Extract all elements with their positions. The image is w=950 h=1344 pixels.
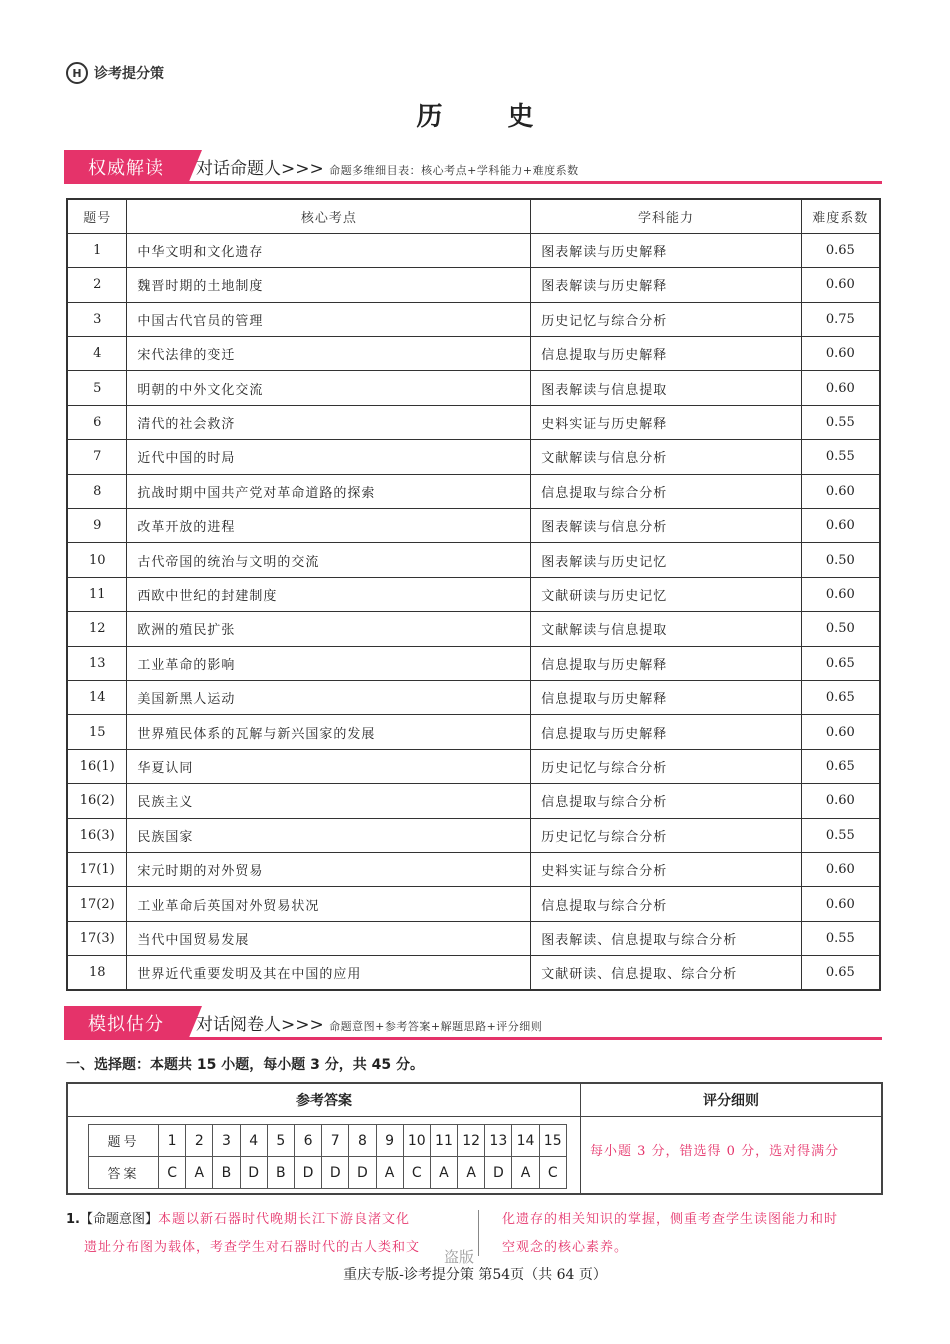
row-core-point: 古代帝国的统治与文明的交流 bbox=[127, 543, 531, 577]
table-row bbox=[67, 784, 880, 818]
row-difficulty: 0.60 bbox=[801, 474, 880, 508]
table-row bbox=[67, 887, 880, 921]
row-number: 18 bbox=[67, 956, 127, 990]
row-number: 16(1) bbox=[67, 749, 127, 783]
intent-text: 化遗存的相关知识的掌握，侧重考查学生读图能力和时 bbox=[502, 1212, 839, 1227]
row-number: 15 bbox=[67, 715, 127, 749]
row-ability: 图表解读与历史记忆 bbox=[531, 543, 801, 577]
row-ability: 图表解读与信息分析 bbox=[531, 509, 801, 543]
section-title bbox=[196, 154, 579, 179]
row-core-point: 西欧中世纪的封建制度 bbox=[127, 577, 531, 611]
row-core-point: 工业革命后英国对外贸易状况 bbox=[127, 887, 531, 921]
row-difficulty: 0.60 bbox=[801, 852, 880, 886]
row-difficulty: 0.60 bbox=[801, 268, 880, 302]
answer-number-cell: 1 bbox=[159, 1125, 186, 1157]
table-row bbox=[67, 233, 880, 267]
row-core-point: 工业革命的影响 bbox=[127, 646, 531, 680]
answer-value-cell: C bbox=[159, 1157, 186, 1189]
row-core-point: 华夏认同 bbox=[127, 749, 531, 783]
answer-value-cell: A bbox=[186, 1157, 213, 1189]
row-core-point: 民族国家 bbox=[127, 818, 531, 852]
row-ability: 信息提取与综合分析 bbox=[531, 474, 801, 508]
answer-value-cell: A bbox=[512, 1157, 539, 1189]
row-core-point: 宋代法律的变迁 bbox=[127, 337, 531, 371]
answer-box bbox=[66, 1082, 883, 1195]
intent-divider bbox=[478, 1210, 479, 1256]
row-ability: 信息提取与历史解释 bbox=[531, 646, 801, 680]
answer-value-cell: A bbox=[458, 1157, 485, 1189]
header-ability: 学科能力 bbox=[531, 199, 801, 233]
row-core-point: 中华文明和文化遗存 bbox=[127, 233, 531, 267]
table-row bbox=[67, 371, 880, 405]
mcq-title: 一、选择题：本题共 15 小题，每小题 3 分，共 45 分。 bbox=[66, 1057, 424, 1073]
answer-value-cell: A bbox=[376, 1157, 403, 1189]
answer-number-cell: 3 bbox=[213, 1125, 240, 1157]
row-difficulty: 0.55 bbox=[801, 921, 880, 955]
answer-number-cell: 12 bbox=[458, 1125, 485, 1157]
row-number: 8 bbox=[67, 474, 127, 508]
row-number: 17(3) bbox=[67, 921, 127, 955]
row-number: 16(3) bbox=[67, 818, 127, 852]
row-ability: 史料实证与历史解释 bbox=[531, 405, 801, 439]
answer-number-cell: 8 bbox=[349, 1125, 376, 1157]
answer-number-cell: 14 bbox=[512, 1125, 539, 1157]
row-number: 9 bbox=[67, 509, 127, 543]
watermark: 盗版 bbox=[444, 1248, 475, 1266]
row-difficulty: 0.60 bbox=[801, 577, 880, 611]
table-row bbox=[67, 474, 880, 508]
row-core-point: 民族主义 bbox=[127, 784, 531, 818]
brand bbox=[66, 62, 164, 84]
table-row bbox=[67, 302, 880, 336]
intent-tag: 【命题意图】 bbox=[79, 1212, 158, 1227]
row-core-point: 清代的社会救济 bbox=[127, 405, 531, 439]
answer-number-cell: 15 bbox=[539, 1125, 566, 1157]
row-ability: 信息提取与综合分析 bbox=[531, 887, 801, 921]
row-difficulty: 0.65 bbox=[801, 956, 880, 990]
row-core-point: 世界近代重要发明及其在中国的应用 bbox=[127, 956, 531, 990]
row-core-point: 当代中国贸易发展 bbox=[127, 921, 531, 955]
brand-logo-icon: H bbox=[66, 62, 88, 84]
answer-header: 参考答案 bbox=[296, 1093, 352, 1109]
table-row bbox=[67, 749, 880, 783]
row-ability: 文献研读、信息提取、综合分析 bbox=[531, 956, 801, 990]
row-core-point: 世界殖民体系的瓦解与新兴国家的发展 bbox=[127, 715, 531, 749]
row-ability: 历史记忆与综合分析 bbox=[531, 749, 801, 783]
header-difficulty: 难度系数 bbox=[801, 199, 880, 233]
row-number: 17(1) bbox=[67, 852, 127, 886]
section-underline bbox=[188, 181, 882, 184]
row-ability: 历史记忆与综合分析 bbox=[531, 302, 801, 336]
row-difficulty: 0.60 bbox=[801, 715, 880, 749]
table-header-row bbox=[67, 199, 880, 233]
table-row bbox=[67, 405, 880, 439]
answer-number-cell: 2 bbox=[186, 1125, 213, 1157]
row-number: 17(2) bbox=[67, 887, 127, 921]
row-ability: 文献研读与历史记忆 bbox=[531, 577, 801, 611]
answer-value-cell: D bbox=[349, 1157, 376, 1189]
row-core-point: 美国新黑人运动 bbox=[127, 680, 531, 714]
table-row bbox=[67, 337, 880, 371]
row-core-point: 魏晋时期的土地制度 bbox=[127, 268, 531, 302]
row-ability: 信息提取与综合分析 bbox=[531, 784, 801, 818]
row-difficulty: 0.65 bbox=[801, 233, 880, 267]
row-difficulty: 0.55 bbox=[801, 405, 880, 439]
row-ability: 史料实证与综合分析 bbox=[531, 852, 801, 886]
section-title bbox=[196, 1010, 542, 1035]
table-row bbox=[67, 818, 880, 852]
row-ability: 文献解读与信息分析 bbox=[531, 440, 801, 474]
answer-value-cell: B bbox=[267, 1157, 294, 1189]
row-number: 7 bbox=[67, 440, 127, 474]
section-simulation-header bbox=[64, 1006, 882, 1040]
section-tab-label: 权威解读 bbox=[64, 150, 188, 184]
row-ability: 图表解读与历史解释 bbox=[531, 233, 801, 267]
intent-number: 1. bbox=[66, 1212, 80, 1227]
row-number: 2 bbox=[67, 268, 127, 302]
answer-value-cell: D bbox=[322, 1157, 349, 1189]
table-row bbox=[67, 956, 880, 990]
row-number: 14 bbox=[67, 680, 127, 714]
row-difficulty: 0.60 bbox=[801, 887, 880, 921]
row-ability: 信息提取与历史解释 bbox=[531, 680, 801, 714]
table-row bbox=[67, 715, 880, 749]
row-difficulty: 0.60 bbox=[801, 784, 880, 818]
section-title-sub: 命题多维细目表：核心考点+学科能力+难度系数 bbox=[329, 164, 579, 177]
row-difficulty: 0.50 bbox=[801, 543, 880, 577]
table-row bbox=[67, 577, 880, 611]
row-number: 11 bbox=[67, 577, 127, 611]
row-ability: 图表解读、信息提取与综合分析 bbox=[531, 921, 801, 955]
row-ability: 文献解读与信息提取 bbox=[531, 612, 801, 646]
header-number: 题号 bbox=[67, 199, 127, 233]
scoring-rule-text: 每小题 3 分，错选得 0 分，选对得满分 bbox=[590, 1144, 840, 1159]
row-core-point: 近代中国的时局 bbox=[127, 440, 531, 474]
table-row bbox=[67, 440, 880, 474]
row-number: 5 bbox=[67, 371, 127, 405]
row-difficulty: 0.60 bbox=[801, 337, 880, 371]
row-number: 16(2) bbox=[67, 784, 127, 818]
table-row bbox=[67, 509, 880, 543]
row-number: 4 bbox=[67, 337, 127, 371]
section-title-sub: 命题意图+参考答案+解题思路+评分细则 bbox=[329, 1020, 543, 1033]
answer-label: 答案 bbox=[89, 1157, 159, 1189]
answer-number-cell: 10 bbox=[403, 1125, 430, 1157]
intent-text: 本题以新石器时代晚期长江下游良渚文化 bbox=[158, 1212, 411, 1227]
answer-number-cell: 4 bbox=[240, 1125, 267, 1157]
page-title: 历 史 bbox=[416, 102, 562, 132]
row-core-point: 改革开放的进程 bbox=[127, 509, 531, 543]
row-divider bbox=[68, 1116, 881, 1117]
answer-value-cell: A bbox=[430, 1157, 457, 1189]
answer-value-cell: D bbox=[485, 1157, 512, 1189]
row-number: 10 bbox=[67, 543, 127, 577]
row-difficulty: 0.50 bbox=[801, 612, 880, 646]
answer-value-cell: D bbox=[240, 1157, 267, 1189]
table-row bbox=[67, 543, 880, 577]
row-core-point: 抗战时期中国共产党对革命道路的探索 bbox=[127, 474, 531, 508]
row-core-point: 欧洲的殖民扩张 bbox=[127, 612, 531, 646]
row-core-point: 明朝的中外文化交流 bbox=[127, 371, 531, 405]
row-ability: 图表解读与信息提取 bbox=[531, 371, 801, 405]
answer-number-cell: 7 bbox=[322, 1125, 349, 1157]
table-row bbox=[67, 612, 880, 646]
rule-header: 评分细则 bbox=[703, 1093, 759, 1109]
row-difficulty: 0.60 bbox=[801, 509, 880, 543]
intent-text: 遗址分布图为载体，考查学生对石器时代的古人类和文 bbox=[84, 1240, 421, 1255]
page-footer: 重庆专版-诊考提分策 第54页（共 64 页） bbox=[343, 1267, 607, 1283]
intent-line-1 bbox=[66, 1206, 410, 1234]
row-number: 6 bbox=[67, 405, 127, 439]
row-ability: 图表解读与历史解释 bbox=[531, 268, 801, 302]
answer-value-cell: B bbox=[213, 1157, 240, 1189]
table-row bbox=[67, 852, 880, 886]
table-row bbox=[67, 646, 880, 680]
answer-number-cell: 9 bbox=[376, 1125, 403, 1157]
row-number: 1 bbox=[67, 233, 127, 267]
row-difficulty: 0.60 bbox=[801, 371, 880, 405]
answer-value-cell: C bbox=[539, 1157, 566, 1189]
row-core-point: 中国古代官员的管理 bbox=[127, 302, 531, 336]
section-underline bbox=[188, 1037, 882, 1040]
row-number: 12 bbox=[67, 612, 127, 646]
answer-value-cell: D bbox=[294, 1157, 321, 1189]
row-ability: 信息提取与历史解释 bbox=[531, 337, 801, 371]
table-row bbox=[67, 921, 880, 955]
answer-number-cell: 13 bbox=[485, 1125, 512, 1157]
section-authority-header bbox=[64, 150, 882, 184]
row-difficulty: 0.75 bbox=[801, 302, 880, 336]
section-title-main: 对话命题人>>> bbox=[196, 159, 324, 179]
answer-number-cell: 6 bbox=[294, 1125, 321, 1157]
row-difficulty: 0.55 bbox=[801, 818, 880, 852]
section-tab-label: 模拟估分 bbox=[64, 1006, 188, 1040]
answer-number-cell: 5 bbox=[267, 1125, 294, 1157]
answer-value-row bbox=[89, 1157, 567, 1189]
header-core-point: 核心考点 bbox=[127, 199, 531, 233]
answer-number-cell: 11 bbox=[430, 1125, 457, 1157]
row-core-point: 宋元时期的对外贸易 bbox=[127, 852, 531, 886]
row-number: 13 bbox=[67, 646, 127, 680]
row-difficulty: 0.65 bbox=[801, 749, 880, 783]
row-difficulty: 0.65 bbox=[801, 646, 880, 680]
table-row bbox=[67, 680, 880, 714]
brand-name: 诊考提分策 bbox=[94, 66, 164, 82]
row-difficulty: 0.65 bbox=[801, 680, 880, 714]
table-row bbox=[67, 268, 880, 302]
exam-spec-table bbox=[66, 198, 881, 991]
number-label: 题号 bbox=[89, 1125, 159, 1157]
row-difficulty: 0.55 bbox=[801, 440, 880, 474]
row-ability: 历史记忆与综合分析 bbox=[531, 818, 801, 852]
intent-text: 空观念的核心素养。 bbox=[502, 1240, 629, 1255]
answer-number-row bbox=[89, 1125, 567, 1157]
answer-table bbox=[88, 1124, 567, 1189]
row-ability: 信息提取与历史解释 bbox=[531, 715, 801, 749]
answer-value-cell: C bbox=[403, 1157, 430, 1189]
row-number: 3 bbox=[67, 302, 127, 336]
section-title-main: 对话阅卷人>>> bbox=[196, 1015, 324, 1035]
